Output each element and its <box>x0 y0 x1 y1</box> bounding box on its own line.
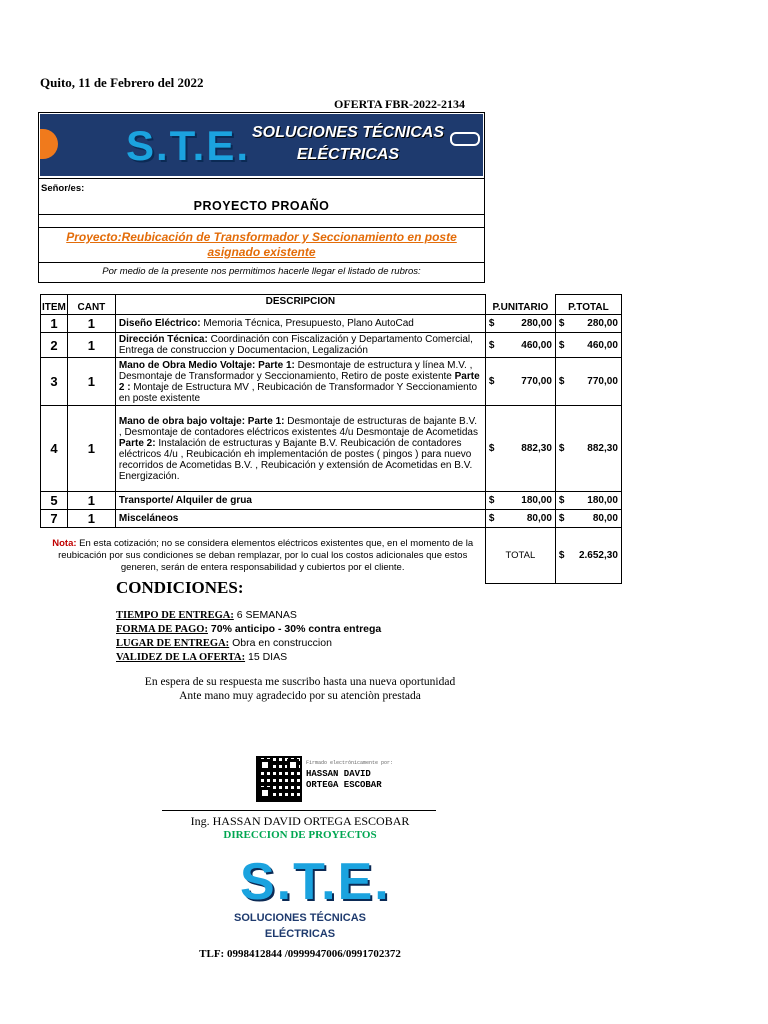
table-row <box>41 492 622 510</box>
divider <box>38 178 485 179</box>
table-row <box>41 406 622 492</box>
row-unit-price: $ 180,00 <box>485 492 555 510</box>
divider <box>38 227 485 228</box>
condition-item: TIEMPO DE ENTREGA: 6 SEMANAS <box>116 609 297 621</box>
row-unit-price: $ 280,00 <box>485 315 555 333</box>
row-item: 3 <box>41 358 68 406</box>
table-total-row <box>41 528 622 584</box>
row-total-price: $ 180,00 <box>555 492 621 510</box>
e-sign-name2: ORTEGA ESCOBAR <box>306 780 382 790</box>
row-total-price: $ 882,30 <box>555 406 621 492</box>
table-row <box>41 315 622 333</box>
header-item: ITEM <box>41 295 68 315</box>
project-title-line1: Proyecto:Reubicación de Transformador y Seccionamiento en poste <box>66 230 457 244</box>
row-cant: 1 <box>67 333 115 358</box>
row-description: Transporte/ Alquiler de grua <box>115 492 485 510</box>
row-total-price: $ 770,00 <box>555 358 621 406</box>
row-cant: 1 <box>67 406 115 492</box>
date-line: Quito, 11 de Febrero del 2022 <box>40 75 204 90</box>
table-header-row <box>41 295 622 315</box>
phone-numbers: TLF: 0998412844 /0999947006/0991702372 <box>199 948 401 960</box>
orange-shape-icon <box>40 129 58 159</box>
row-total-price: $ 280,00 <box>555 315 621 333</box>
project-title <box>38 230 485 260</box>
brand-name-line2: ELÉCTRICAS <box>296 146 400 163</box>
header-unit: P.UNITARIO <box>485 295 555 315</box>
row-item: 1 <box>41 315 68 333</box>
items-table <box>40 294 622 584</box>
brand-name-line1: SOLUCIONES TÉCNICAS <box>251 124 444 141</box>
row-description: Misceláneos <box>115 510 485 528</box>
row-unit-price: $ 882,30 <box>485 406 555 492</box>
row-cant: 1 <box>67 492 115 510</box>
total-value: $ 2.652,30 <box>555 528 621 584</box>
closing-line1: En espera de su respuesta me suscribo hasta una nueva oportunidad <box>144 676 456 688</box>
note-cell <box>41 528 486 584</box>
footer-logo-text: S.T.E. <box>240 853 391 911</box>
row-description: Dirección Técnica: Coordinación con Fiscalización y Departamento Comercial, Entrega de construccion y Documentacion, Legalización <box>115 333 485 358</box>
offer-number: OFERTA FBR-2022-2134 <box>334 97 466 111</box>
divider <box>38 214 485 215</box>
row-total-price: $ 460,00 <box>555 333 621 358</box>
row-description: Diseño Eléctrico: Memoria Técnica, Presupuesto, Plano AutoCad <box>115 315 485 333</box>
plug-icon <box>450 132 480 146</box>
condition-item: LUGAR DE ENTREGA: Obra en construccion <box>116 637 332 649</box>
recipient-label: Señor/es: <box>41 183 85 194</box>
project-title-line2: asignado existente <box>207 245 316 259</box>
row-unit-price: $ 770,00 <box>485 358 555 406</box>
company-banner <box>40 114 483 176</box>
row-unit-price: $ 80,00 <box>485 510 555 528</box>
row-item: 4 <box>41 406 68 492</box>
e-sign-caption: Firmado electrónicamente por: <box>306 760 394 766</box>
closing-line2: Ante mano muy agradecido por su atenciòn prestada <box>179 690 421 702</box>
header-total: P.TOTAL <box>555 295 621 315</box>
condition-item: VALIDEZ DE LA OFERTA: 15 DIAS <box>116 651 288 663</box>
row-item: 5 <box>41 492 68 510</box>
signer-role: DIRECCION DE PROYECTOS <box>223 829 377 841</box>
recipient-name: PROYECTO PROAÑO <box>193 199 330 213</box>
row-total-price: $ 80,00 <box>555 510 621 528</box>
qr-code-icon <box>256 756 302 802</box>
row-description: Mano de obra bajo voltaje: Parte 1: Desmontaje de estructuras de bajante B.V. , Desmontaje de contadores eléctricos existentes 4/u Desmontaje de Acometidas Parte 2: Instalación de estructuras y Bajante B.V. Reubicación de contadores eléctricos 4/u , Reubicación eh implementación de postes ( pingos ) para nuevo recorridos de Acometidas B.V. , Reubicación y extensión de Acometidas en B.V. Energización. <box>115 406 485 492</box>
row-cant: 1 <box>67 358 115 406</box>
row-unit-price: $ 460,00 <box>485 333 555 358</box>
total-label: TOTAL <box>485 528 555 584</box>
row-item: 7 <box>41 510 68 528</box>
intro-text: Por medio de la presente nos permitimos hacerle llegar el listado de rubros: <box>102 266 421 277</box>
table-row <box>41 510 622 528</box>
footer-logo-line2: ELÉCTRICAS <box>264 928 336 940</box>
row-item: 2 <box>41 333 68 358</box>
footer-logo-line1: SOLUCIONES TÉCNICAS <box>233 912 366 924</box>
logo-text: S.T.E. <box>126 122 251 169</box>
row-cant: 1 <box>67 510 115 528</box>
signature-line <box>162 810 436 811</box>
brand-name <box>248 122 448 166</box>
table-row <box>41 333 622 358</box>
note-label: Nota: <box>52 537 77 549</box>
conditions-title: CONDICIONES: <box>116 578 244 597</box>
row-cant: 1 <box>67 315 115 333</box>
header-desc: DESCRIPCION <box>115 295 485 315</box>
header-cant: CANT <box>67 295 115 315</box>
e-sign-name1: HASSAN DAVID <box>306 769 371 779</box>
table-row <box>41 358 622 406</box>
note-text: En esta cotización; no se considera elementos eléctricos existentes que, en el momento de la reubicación por sus condiciones se deban remplazar, por lo cual los costos adicionales que estos generen, serán de entera responsabilidad y cubiertos por el cliente. <box>58 537 474 573</box>
condition-item: FORMA DE PAGO: 70% anticipo - 30% contra entrega <box>116 623 382 635</box>
divider <box>38 262 485 263</box>
signer-name: Ing. HASSAN DAVID ORTEGA ESCOBAR <box>190 814 410 828</box>
row-description: Mano de Obra Medio Voltaje: Parte 1: Desmontaje de estructura y línea M.V. , Desmontaje de Transformador y Seccionamiento, Retiro de poste existente Parte 2 : Montaje de Estructura MV , Reubicación de Transformador Y Seccionamiento en poste existente <box>115 358 485 406</box>
footer-logo <box>232 852 391 944</box>
